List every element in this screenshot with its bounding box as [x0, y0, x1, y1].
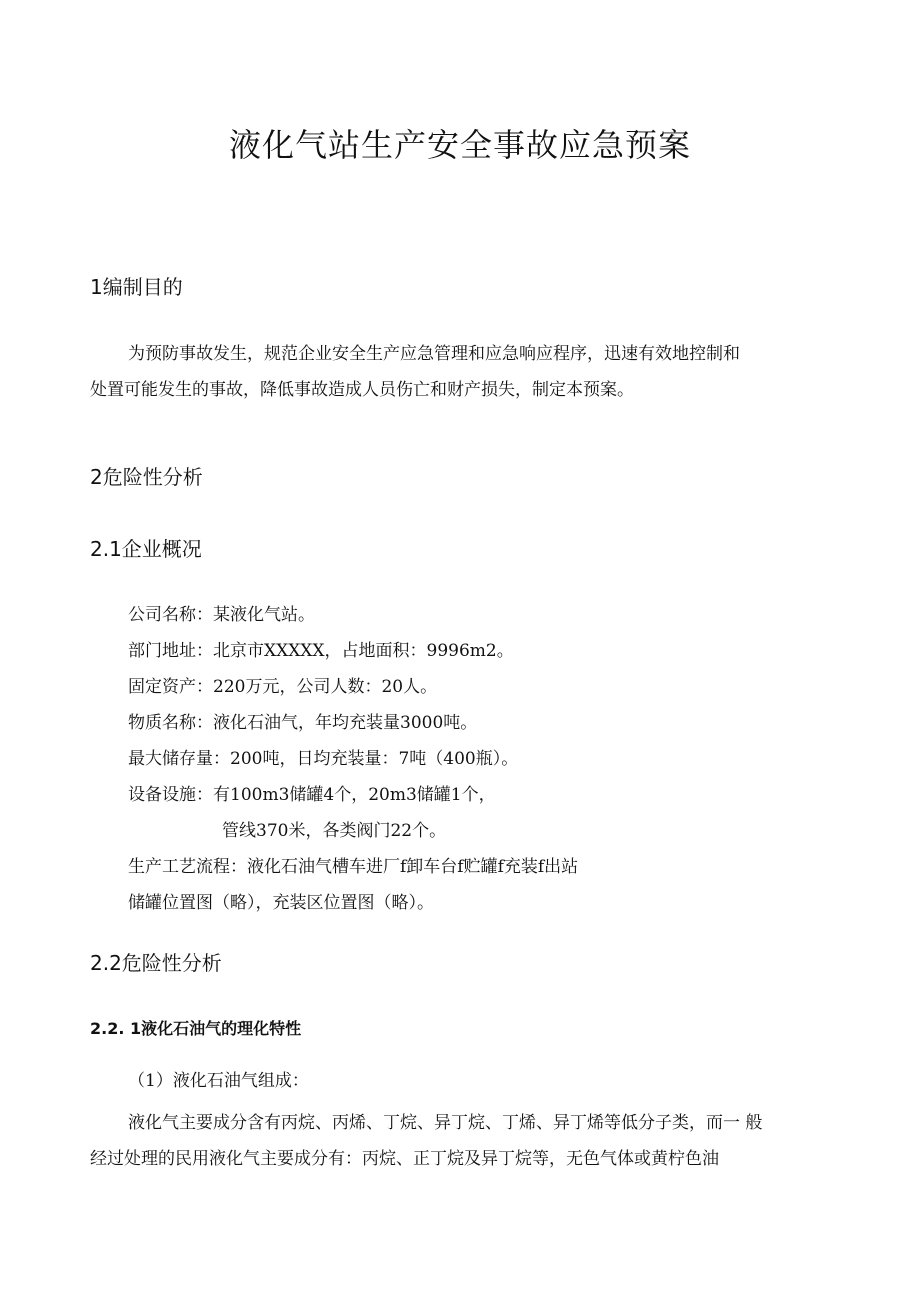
paragraph-purpose-line-1: 为预防事故发生，规范企业安全生产应急管理和应急响应程序，迅速有效地控制和 — [128, 344, 740, 364]
composition-line-2: 经过处理的民用液化气主要成分有：丙烷、正丁烷及异丁烷等，无色气体或黄柠色油 — [90, 1149, 719, 1169]
equipment-line-2: 管线370米，各类阀门22个。 — [222, 821, 447, 841]
section-heading-hazard-analysis: 2危险性分析 — [90, 465, 203, 489]
composition-subheading: （1）液化石油气组成： — [128, 1071, 309, 1091]
material-line: 物质名称：液化石油气，年均充装量3000吨。 — [128, 713, 478, 733]
composition-line-1: 液化气主要成分含有丙烷、丙烯、丁烷、异丁烷、丁烯、异丁烯等低分子类，而一 般 — [128, 1113, 763, 1133]
subsection-heading-hazard-analysis: 2.2危险性分析 — [90, 951, 222, 975]
equipment-line-1: 设备设施：有100m3储罐4个，20m3储罐1个， — [128, 785, 496, 805]
section-heading-purpose: 1编制目的 — [90, 275, 183, 299]
assets-line: 固定资产：220万元，公司人数：20人。 — [128, 677, 438, 697]
subsubsection-heading-lpg-properties: 2.2. 1液化石油气的理化特性 — [90, 1019, 302, 1038]
subsection-heading-company-overview: 2.1企业概况 — [90, 537, 202, 561]
layout-line: 储罐位置图（略），充装区位置图（略）。 — [128, 893, 434, 913]
process-flow-line: 生产工艺流程：液化石油气槽车进厂f卸车台f贮罐f充装f出站 — [128, 857, 579, 877]
company-name-line: 公司名称：某液化气站。 — [128, 605, 315, 625]
document-title: 液化气站生产安全事故应急预案 — [228, 126, 691, 164]
address-line: 部门地址：北京市XXXXX，占地面积：9996m2。 — [128, 641, 514, 661]
paragraph-purpose-line-2: 处置可能发生的事故，降低事故造成人员伤亡和财产损失，制定本预案。 — [90, 380, 634, 400]
storage-line: 最大储存量：200吨，日均充装量：7吨（400瓶）。 — [128, 749, 519, 769]
